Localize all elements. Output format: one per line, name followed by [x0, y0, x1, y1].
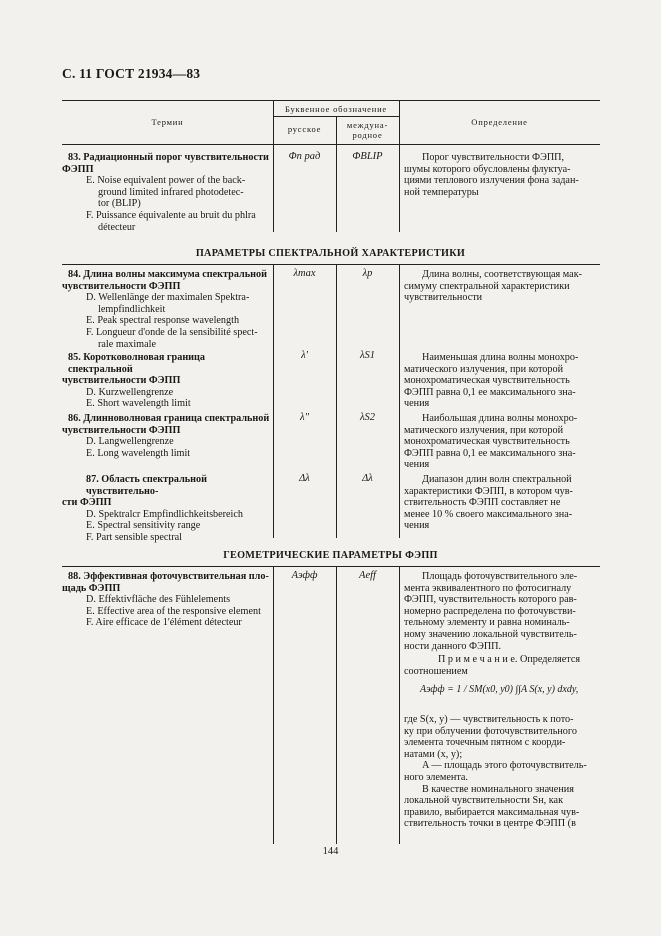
term-line: чувствительности ФЭПП — [62, 280, 181, 292]
entry-86-ru-symbol — [273, 412, 336, 423]
def-line: чувствительности — [404, 292, 483, 304]
term-line: сти ФЭПП — [62, 497, 112, 509]
section-heading-spectral: ПАРАМЕТРЫ СПЕКТРАЛЬНОЙ ХАРАКТЕРИСТИКИ — [195, 248, 466, 259]
term-line: F. Part sensible spectral — [86, 531, 182, 543]
term-line: 84. Длина волны максимума спектральной — [68, 269, 267, 280]
entry-83-term — [62, 152, 272, 233]
def-line: ного элемента. — [404, 771, 468, 783]
def-line: A — площадь этого фоточувствитель- — [422, 760, 587, 772]
entry-88-definition — [404, 571, 600, 677]
col-head-letter-designation: Буквенное обозначение — [284, 104, 387, 114]
term-line: tor (BLIP) — [98, 198, 141, 210]
def-line: ности данного ФЭПП. — [404, 640, 502, 652]
entry-87-definition — [404, 474, 600, 532]
entry-84-int-symbol — [336, 268, 399, 279]
symbol-text: λp — [362, 268, 373, 279]
col-head-international-1: междуна- — [346, 120, 389, 130]
section-2-rule — [62, 566, 600, 567]
entry-84-definition — [404, 269, 600, 304]
entry-86-definition — [404, 413, 600, 471]
page-number: 144 — [322, 846, 339, 857]
def-line: где S(x, y) — чувствительность к пото- — [404, 714, 574, 725]
def-line: Порог чувствительности ФЭПП, — [422, 152, 565, 163]
term-line: rale maximale — [98, 338, 156, 350]
def-line: ФЭПП, чувствительность которого рав- — [404, 594, 577, 606]
col-divider-2-b2 — [336, 264, 337, 538]
note-cont: соотношением — [404, 665, 468, 677]
def-line: Диапазон длин волн спектральной — [422, 474, 572, 485]
term-line: E. Effective area of the responsive element — [86, 605, 261, 617]
col-head-definition: Определение — [471, 117, 528, 127]
term-line: ground limited infrared photodetec- — [98, 186, 244, 198]
col-divider-3-b2 — [399, 264, 400, 538]
entry-87-int-symbol — [336, 473, 399, 484]
def-line: матического излучения, при которой — [404, 424, 564, 436]
entry-87-term — [62, 474, 272, 544]
def-line: симуму спектральной характеристики — [404, 280, 570, 292]
term-line: D. Effektivfläche des Fühlelements — [86, 594, 231, 606]
def-line: монохроматическая чувствительность — [404, 436, 570, 448]
entry-83-int-symbol — [336, 151, 399, 162]
section-heading-geometric: ГЕОМЕТРИЧЕСКИЕ ПАРАМЕТРЫ ФЭПП — [223, 550, 438, 561]
def-line: ной температуры — [404, 186, 479, 198]
def-line: монохроматическая чувствительность — [404, 375, 570, 387]
term-line: щадь ФЭПП — [62, 582, 121, 594]
term-line: détecteur — [98, 221, 136, 233]
def-line: Наименьшая длина волны монохро- — [422, 352, 579, 363]
term-line: 83. Радиационный порог чувствительности — [68, 152, 269, 163]
col-divider-1-b2 — [273, 264, 274, 538]
def-line: ствительность ФЭПП составляет не — [404, 497, 561, 509]
def-line: мента эквивалентного по фотосигналу — [404, 582, 572, 594]
def-line: ФЭПП равна 0,1 ее максимального зна- — [404, 386, 576, 398]
term-line: F. Longueur d'onde de la sensibilité spect- — [86, 326, 258, 338]
entry-85-ru-symbol — [273, 350, 336, 361]
symbol-text: λS2 — [359, 412, 376, 423]
term-line: D. Langwellengrenze — [86, 436, 174, 448]
symbol-text: λS1 — [359, 350, 376, 361]
term-line: 87. Область спектральной чувствительно- — [86, 474, 208, 497]
entry-88-continuation — [404, 714, 600, 830]
entry-86-int-symbol — [336, 412, 399, 423]
symbol-text: Δλ — [362, 473, 373, 484]
def-line: ку при облучении фоточувствительного — [404, 725, 577, 737]
def-line: правило, выбирается максимальная чув- — [404, 806, 580, 818]
col-divider-3-b1 — [399, 144, 400, 232]
term-line: E. Peak spectral response wavelength — [86, 315, 240, 327]
area-formula — [420, 684, 600, 714]
def-line: шумы которого обусловлены флуктуа- — [404, 163, 571, 175]
entry-83-ru-symbol — [273, 151, 336, 162]
term-line: F. Aire efficace de 1'élément détecteur — [86, 617, 242, 629]
term-line: чувствительности ФЭПП — [62, 375, 181, 387]
term-line: E. Short wavelength limit — [86, 398, 191, 410]
entry-84-term — [62, 269, 272, 350]
entry-87-ru-symbol — [273, 473, 336, 484]
symbol-text: ΦBLIP — [352, 151, 383, 162]
def-line: локальной чувствительности Sн, как — [404, 795, 564, 807]
note-label: П р и м е ч а н и е. Определяется — [438, 654, 581, 666]
entry-83-definition — [404, 152, 600, 198]
def-line: Площадь фоточувствительного эле- — [422, 571, 578, 582]
entry-85-int-symbol — [336, 350, 399, 361]
entry-88-term — [62, 571, 272, 629]
def-line: номерно распределена по фоточувстви- — [404, 605, 576, 617]
term-line: ФЭПП — [62, 163, 94, 175]
formula-text: Aэфф = 1 / SM(x0, y0) ∫∫A S(x, y) dxdy, — [420, 684, 579, 695]
col-divider-2-b3 — [336, 566, 337, 844]
col-head-international-2: родное — [352, 130, 383, 140]
def-line: Длина волны, соответствующая мак- — [422, 269, 583, 280]
col-divider-1-b3 — [273, 566, 274, 844]
def-line: чения — [404, 520, 430, 532]
symbol-text: λmax — [293, 268, 316, 279]
term-line: E. Noise equivalent power of the back- — [86, 175, 246, 187]
def-line: циями теплового излучения фона задан- — [404, 175, 579, 187]
section-1-rule — [62, 264, 600, 265]
symbol-text: Aeff — [359, 570, 376, 581]
table-head-bottom-rule — [62, 144, 600, 145]
def-line: элемента точечным пятном с коорди- — [404, 737, 566, 749]
symbol-text: Δλ — [299, 473, 310, 484]
entry-85-term — [62, 352, 272, 410]
term-line: 85. Коротковолновая граница спектральной — [68, 352, 206, 375]
def-line: чения — [404, 459, 430, 471]
term-line: чувствительности ФЭПП — [62, 424, 181, 436]
term-line: F. Puissance équivalente au bruit du phlra — [86, 209, 256, 221]
term-line: D. Spektralcr Empfindlichkeitsbereich — [86, 508, 244, 520]
entry-85-definition — [404, 352, 600, 410]
term-line: D. Kurzwellengrenze — [86, 386, 174, 398]
col-divider-3-b3 — [399, 566, 400, 844]
symbol-text: λ' — [301, 350, 308, 361]
entry-88-ru-symbol — [273, 570, 336, 581]
def-line: матического излучения, при которой — [404, 363, 564, 375]
col-head-term: Термин — [151, 117, 184, 127]
entry-86-term — [62, 413, 272, 459]
def-line: Наибольшая длина волны монохро- — [422, 413, 578, 424]
term-line: 86. Длинноволновая граница спектральной — [68, 413, 270, 424]
def-line: чения — [404, 398, 430, 410]
def-line: ФЭПП равна 0,1 ее максимального зна- — [404, 447, 576, 459]
def-line: тельному элементу и равна номиналь- — [404, 617, 570, 629]
def-line: ному значению локальной чувствитель- — [404, 628, 577, 640]
def-line: натами (x, y); — [404, 748, 463, 760]
term-line: E. Spectral sensitivity range — [86, 520, 201, 532]
term-line: D. Wellenlänge der maximalen Spektra- — [86, 292, 250, 304]
col-head-russian: русское — [287, 124, 322, 134]
term-line: lempfindlichkeit — [98, 303, 166, 315]
def-line: менее 10 % своего максимального зна- — [404, 508, 573, 520]
def-line: характеристики ФЭПП, в котором чув- — [404, 485, 573, 497]
symbol-text: λ" — [300, 412, 309, 423]
term-line: E. Long wavelength limit — [86, 447, 191, 459]
symbol-text: Φп рад — [288, 151, 321, 162]
page-header: С. 11 ГОСТ 21934—83 — [62, 66, 201, 81]
def-line: В качестве номинального значения — [422, 783, 574, 795]
term-line: 88. Эффективная фоточувствительная пло- — [68, 571, 269, 582]
entry-84-ru-symbol — [273, 268, 336, 279]
table-top-rule — [62, 100, 600, 101]
def-line: ствительность точки в центре ФЭПП (в — [404, 818, 576, 830]
entry-88-int-symbol — [336, 570, 399, 581]
symbol-text: Aэфф — [291, 570, 318, 581]
